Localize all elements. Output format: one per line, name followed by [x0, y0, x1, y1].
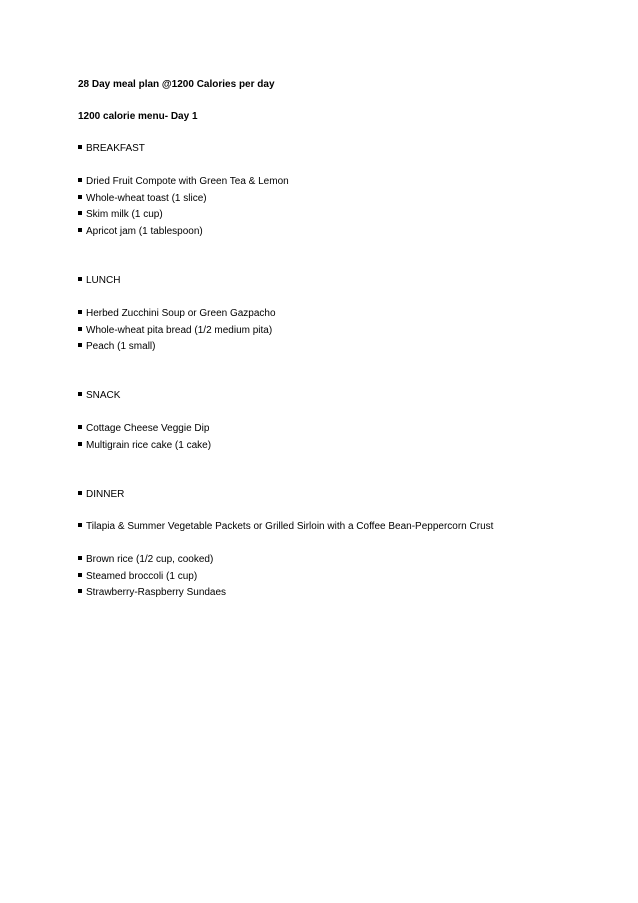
list-item [78, 325, 272, 337]
dinner-heading-text: DINNER [86, 489, 125, 500]
list-item [78, 587, 226, 599]
list-item [78, 571, 197, 583]
list-item-text: Apricot jam (1 tablespoon) [86, 226, 203, 237]
square-bullet-icon [78, 392, 82, 396]
list-item [78, 341, 155, 353]
square-bullet-icon [78, 523, 82, 527]
square-bullet-icon [78, 145, 82, 149]
list-item [78, 193, 207, 205]
square-bullet-icon [78, 589, 82, 593]
square-bullet-icon [78, 556, 82, 560]
list-item-text: Whole-wheat toast (1 slice) [86, 193, 207, 204]
square-bullet-icon [78, 310, 82, 314]
square-bullet-icon [78, 277, 82, 281]
square-bullet-icon [78, 491, 82, 495]
breakfast-heading-text: BREAKFAST [86, 143, 145, 154]
document-subtitle: 1200 calorie menu- Day 1 [78, 111, 198, 122]
lunch-heading-text: LUNCH [86, 275, 121, 286]
square-bullet-icon [78, 178, 82, 182]
list-item [78, 554, 213, 566]
list-item-text: Dried Fruit Compote with Green Tea & Lemon [86, 176, 289, 187]
square-bullet-icon [78, 343, 82, 347]
list-item [78, 176, 289, 188]
square-bullet-icon [78, 195, 82, 199]
list-item-text: Steamed broccoli (1 cup) [86, 571, 198, 582]
square-bullet-icon [78, 228, 82, 232]
list-item-text: Skim milk (1 cup) [86, 209, 163, 220]
list-item [78, 440, 211, 452]
list-item-text: Tilapia & Summer Vegetable Packets or Grilled Sirloin with a Coffee Bean-Peppercorn Crust [86, 521, 494, 532]
list-item-text: Herbed Zucchini Soup or Green Gazpacho [86, 308, 276, 319]
list-item-text: Whole-wheat pita bread (1/2 medium pita) [86, 325, 273, 336]
square-bullet-icon [78, 327, 82, 331]
list-item-text: Peach (1 small) [86, 341, 156, 352]
list-item-text: Multigrain rice cake (1 cake) [86, 440, 212, 451]
square-bullet-icon [78, 442, 82, 446]
square-bullet-icon [78, 425, 82, 429]
list-item [78, 521, 493, 533]
list-item-text: Cottage Cheese Veggie Dip [86, 423, 210, 434]
snack-heading-text: SNACK [86, 390, 121, 401]
list-item [78, 423, 209, 435]
list-item-text: Strawberry-Raspberry Sundaes [86, 587, 227, 598]
list-item [78, 308, 276, 320]
list-item [78, 209, 163, 221]
dinner-heading [78, 489, 124, 501]
list-item-text: Brown rice (1/2 cup, cooked) [86, 554, 214, 565]
list-item [78, 226, 203, 238]
square-bullet-icon [78, 573, 82, 577]
lunch-heading [78, 275, 120, 287]
document-title: 28 Day meal plan @1200 Calories per day [78, 79, 275, 90]
snack-heading [78, 390, 120, 402]
square-bullet-icon [78, 211, 82, 215]
breakfast-heading [78, 143, 145, 155]
